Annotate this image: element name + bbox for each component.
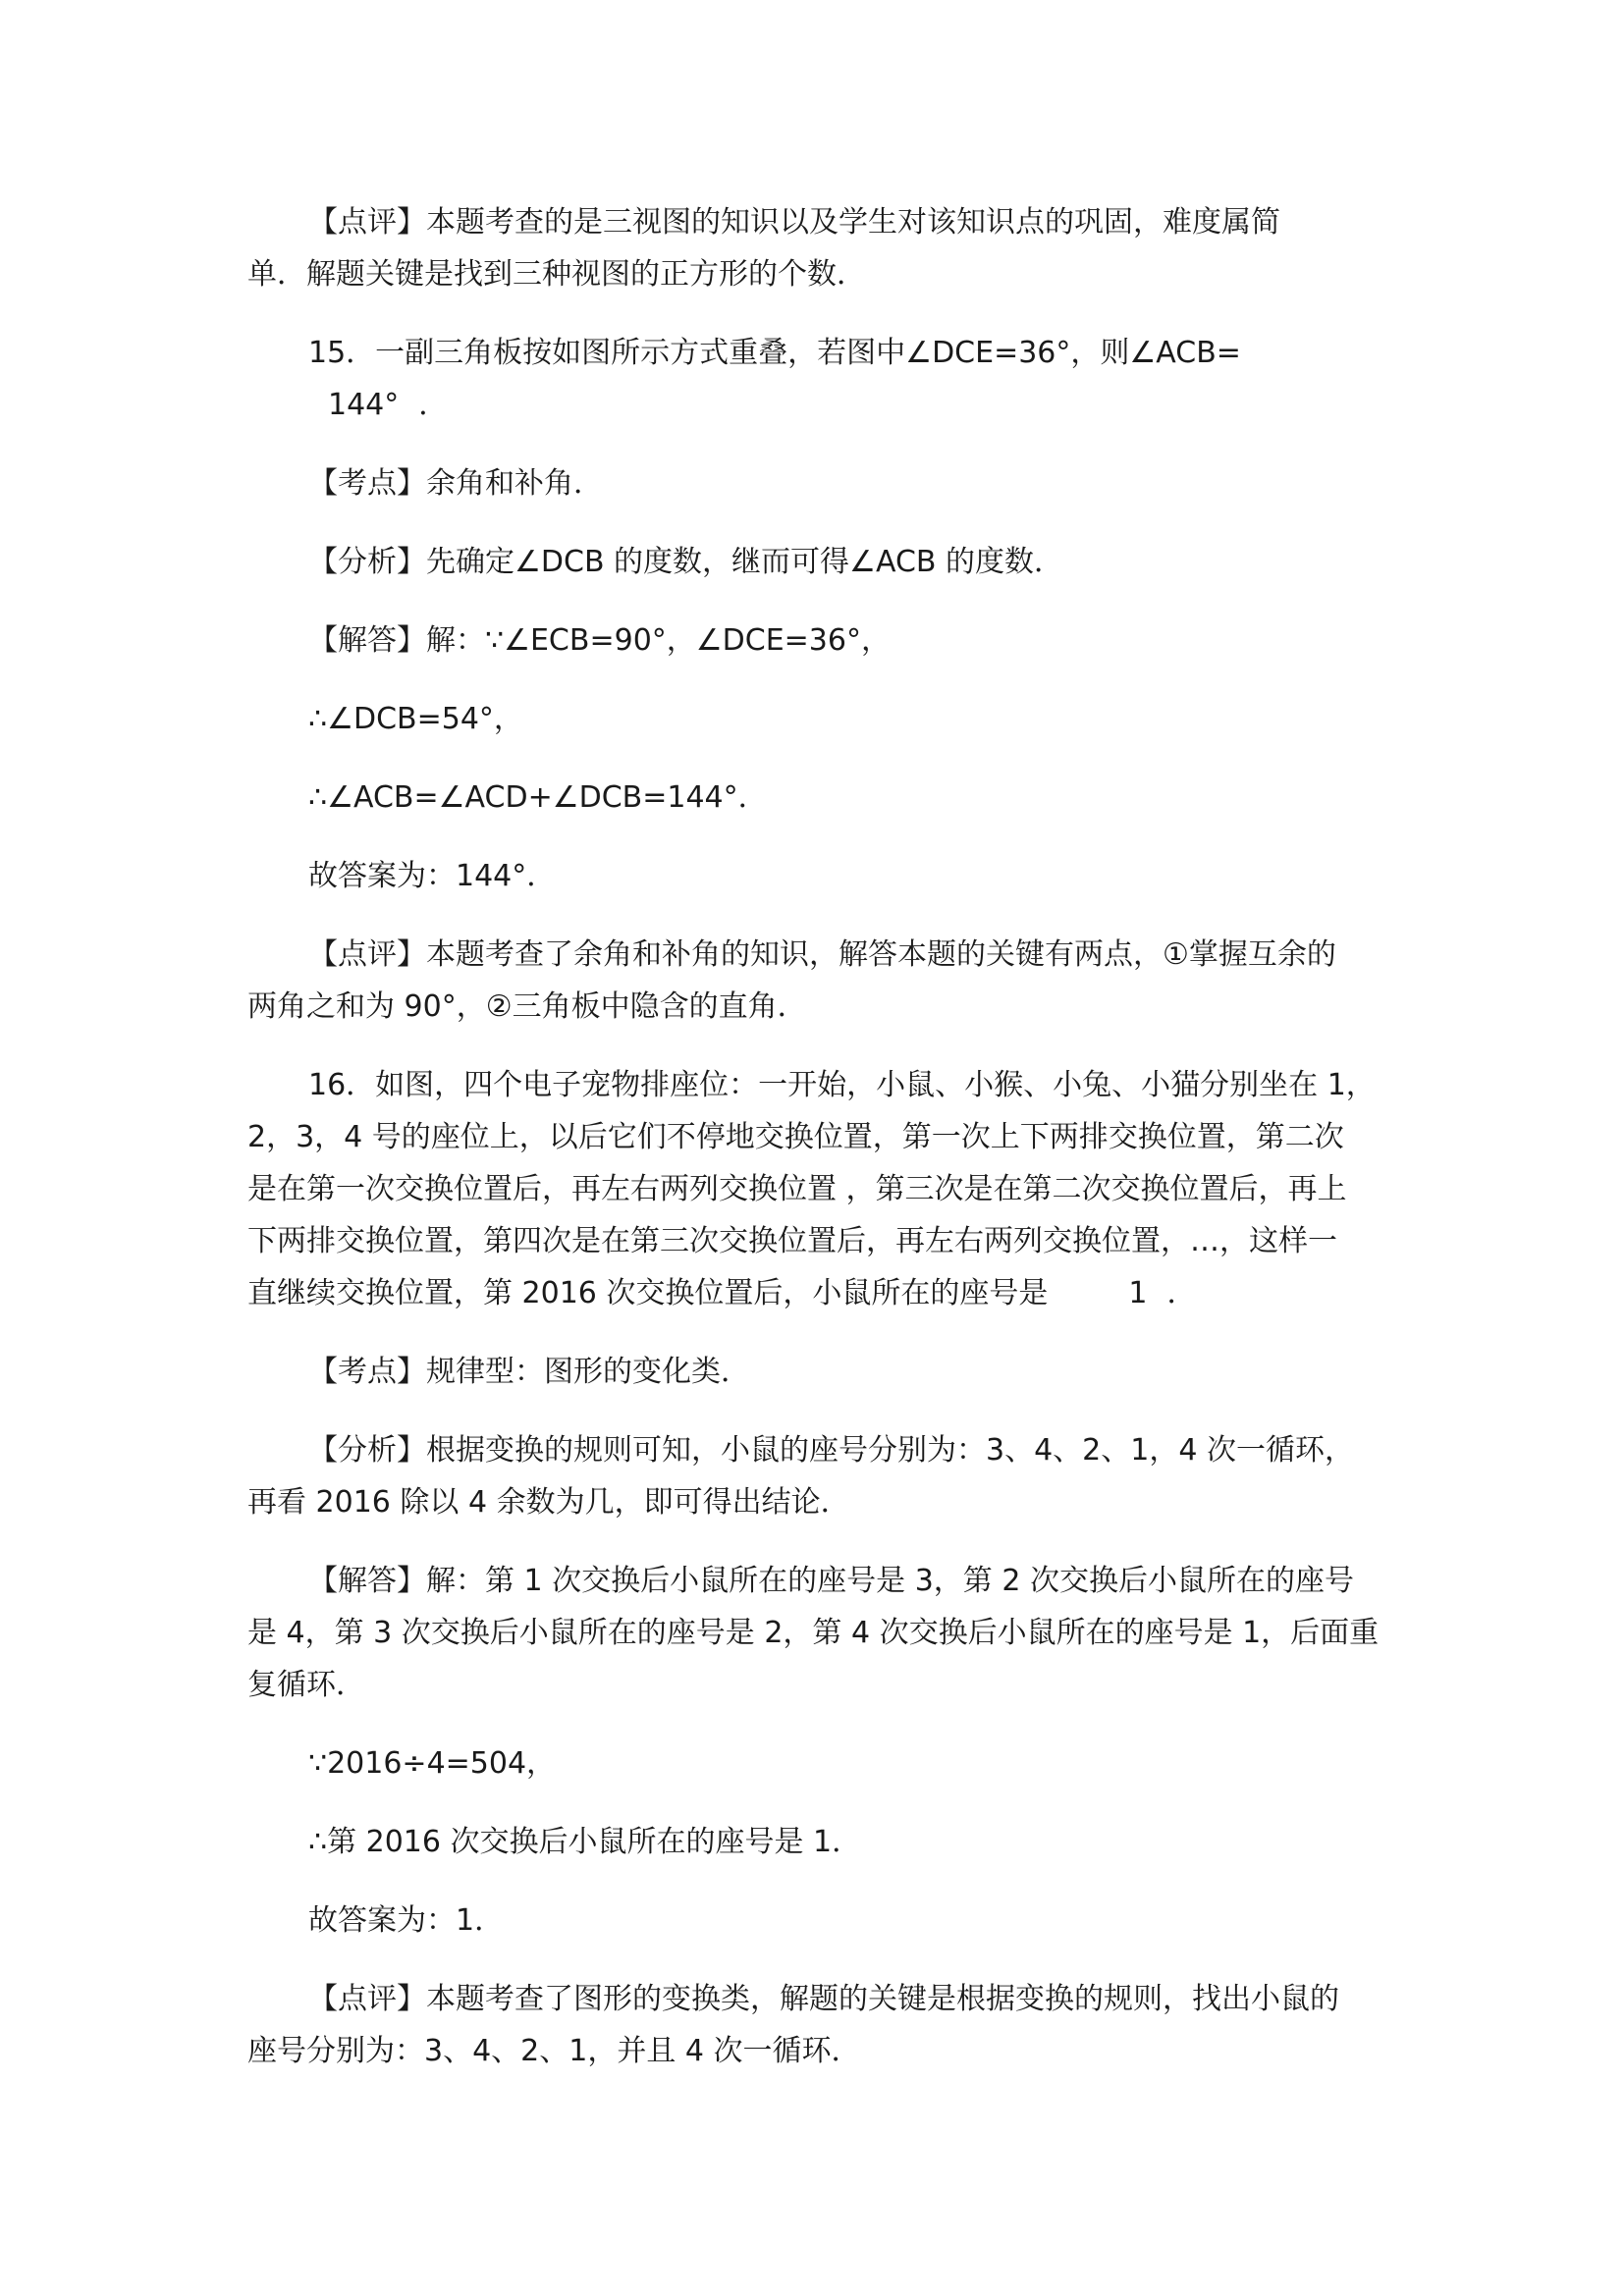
q15-answer-blank: 144° xyxy=(328,388,400,422)
q15-solution-1: 【解答】解：∵∠ECB=90°，∠DCE=36°， xyxy=(308,623,891,658)
q16-solution-2: ∵2016÷4=504， xyxy=(308,1746,557,1781)
comment-14-line-2: 单．解题关键是找到三种视图的正方形的个数． xyxy=(247,257,866,292)
q16-stem-line-4: 下两排交换位置，第四次是在第三次交换位置后，再左右两列交换位置，…，这样一 xyxy=(247,1224,1337,1258)
q15-stem xyxy=(247,327,1386,431)
document-content xyxy=(247,196,1386,2077)
q16-answer: 故答案为：1． xyxy=(308,1903,505,1938)
comment-14 xyxy=(247,196,1386,300)
q16-answer-blank: 1 xyxy=(1128,1276,1148,1310)
q15-comment-line-2: 两角之和为 90°，②三角板中隐含的直角． xyxy=(247,989,807,1024)
q16-solution-line-1: 【解答】解：第 1 次交换后小鼠所在的座号是 3，第 2 次交换后小鼠所在的座号 xyxy=(308,1564,1354,1598)
q15-stem-suffix: ． xyxy=(418,388,449,422)
q16-comment xyxy=(247,1973,1386,2077)
q16-comment-line-2: 座号分别为：3、4、2、1，并且 4 次一循环． xyxy=(247,2034,861,2068)
q16-analysis xyxy=(247,1424,1386,1528)
q16-solution-line-2: 是 4，第 3 次交换后小鼠所在的座号是 2，第 4 次交换后小鼠所在的座号是 1，后面重 xyxy=(247,1616,1380,1650)
q15-stem-text: 15．一副三角板按如图所示方式重叠，若图中∠DCE=36°，则∠ACB= xyxy=(308,336,1241,370)
q15-comment-line-1: 【点评】本题考查了余角和补角的知识，解答本题的关键有两点，①掌握互余的 xyxy=(308,937,1336,972)
q16-stem-suffix: ． xyxy=(1166,1276,1197,1310)
q16-solution-line-3: 复循环． xyxy=(247,1668,365,1702)
comment-14-line-1: 【点评】本题考查的是三视图的知识以及学生对该知识点的巩固，难度属简 xyxy=(308,205,1280,240)
q15-solution-3: ∴∠ACB=∠ACD+∠DCB=144°． xyxy=(308,780,768,815)
q16-stem xyxy=(247,1059,1386,1319)
q16-analysis-line-1: 【分析】根据变换的规则可知，小鼠的座号分别为：3、4、2、1，4 次一循环， xyxy=(308,1433,1354,1468)
q16-stem-line-1: 16．如图，四个电子宠物排座位：一开始，小鼠、小猴、小兔、小猫分别坐在 1， xyxy=(308,1068,1376,1102)
q15-answer: 故答案为：144°． xyxy=(308,859,557,893)
q16-solution xyxy=(247,1555,1386,1711)
q16-comment-line-1: 【点评】本题考查了图形的变换类，解题的关键是根据变换的规则，找出小鼠的 xyxy=(308,1982,1339,2016)
q15-solution-2: ∴∠DCB=54°， xyxy=(308,702,523,736)
q15-comment xyxy=(247,929,1386,1033)
q15-point: 【考点】余角和补角． xyxy=(308,466,603,501)
q16-analysis-line-2: 再看 2016 除以 4 余数为几，即可得出结论． xyxy=(247,1485,850,1520)
q16-point: 【考点】规律型：图形的变化类． xyxy=(308,1355,750,1389)
q16-solution-3: ∴第 2016 次交换后小鼠所在的座号是 1． xyxy=(308,1825,862,1859)
q16-stem-line-5: 直继续交换位置，第 2016 次交换位置后，小鼠所在的座号是 xyxy=(247,1276,1049,1310)
q15-analysis: 【分析】先确定∠DCB 的度数，继而可得∠ACB 的度数． xyxy=(308,545,1064,579)
q16-stem-line-3: 是在第一次交换位置后，再左右两列交换位置 ，第三次是在第二次交换位置后，再上 xyxy=(247,1172,1347,1206)
q16-stem-line-2: 2，3，4 号的座位上，以后它们不停地交换位置，第一次上下两排交换位置，第二次 xyxy=(247,1120,1344,1154)
